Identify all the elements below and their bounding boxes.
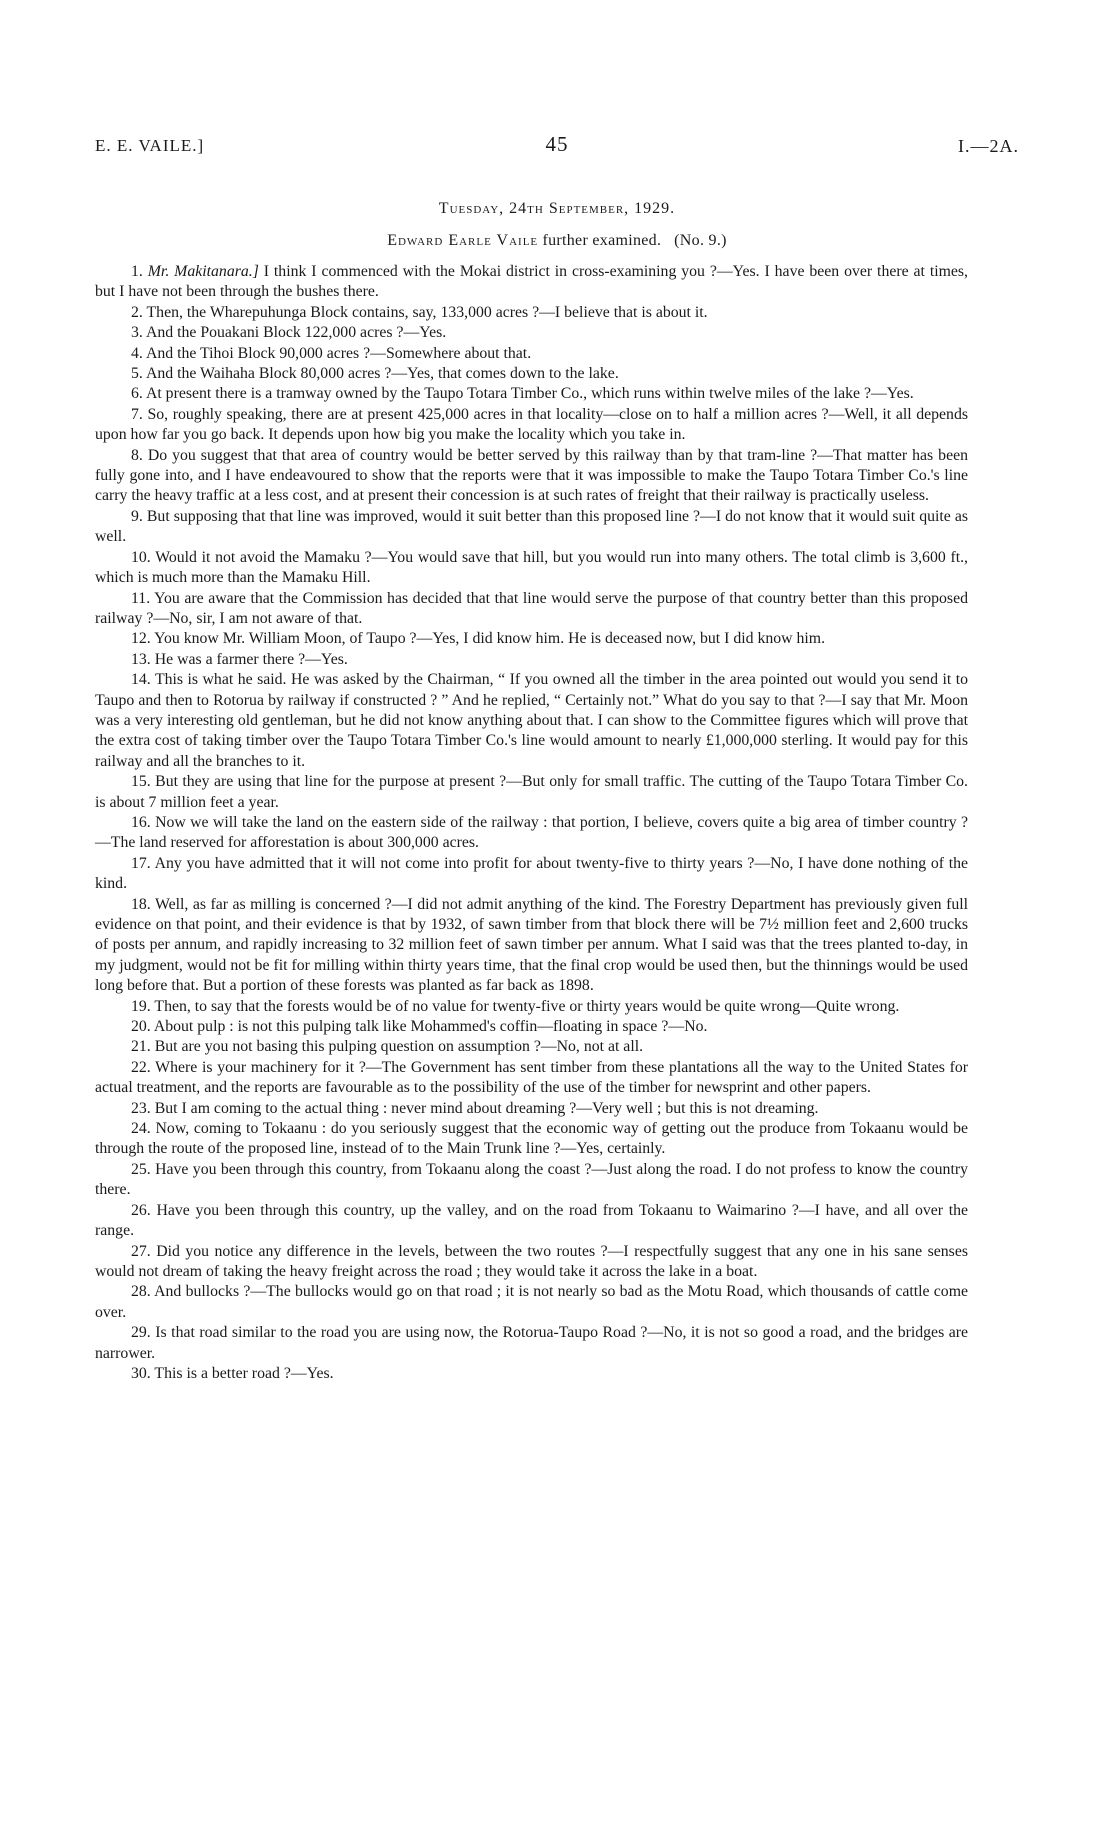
question-answer-text: Now we will take the land on the eastern side of the railway : that portion, I believe, covers quite a big area of timber country ?—The land reserved for afforestation is about 300,000 acres. bbox=[95, 813, 968, 852]
question-answer-paragraph bbox=[95, 1058, 968, 1099]
question-answer-text: You know Mr. William Moon, of Taupo ?—Yes, I did know him. He is deceased now, but I did know him. bbox=[154, 630, 826, 648]
question-answer-paragraph bbox=[95, 364, 968, 384]
question-number: 11. bbox=[131, 589, 151, 607]
question-number: 18. bbox=[131, 895, 151, 913]
question-answer-text: Then, to say that the forests would be of no value for twenty-five or thirty years would be quite wrong—Quite wrong. bbox=[154, 997, 900, 1015]
question-answer-paragraph bbox=[95, 772, 968, 813]
question-answer-paragraph bbox=[95, 1201, 968, 1242]
question-answer-paragraph bbox=[95, 650, 968, 670]
question-number: 10. bbox=[131, 548, 151, 566]
question-answer-paragraph bbox=[95, 1160, 968, 1201]
question-number: 7. bbox=[131, 405, 143, 423]
question-answer-text: I think I commenced with the Mokai district in cross-examining you ?—Yes. I have been over there at times, but I have not been through the bushes there. bbox=[95, 263, 969, 301]
question-answer-paragraph bbox=[95, 384, 968, 404]
question-answer-text: Any you have admitted that it will not come into profit for about twenty-five to thirty years ?—No, I have done nothing of the kind. bbox=[95, 854, 968, 893]
question-number: 2. bbox=[131, 303, 143, 321]
question-answer-paragraph bbox=[95, 1323, 968, 1364]
question-answer-text: But supposing that that line was improved, would it suit better than this proposed line ?—I do not know that it would suit quite as well. bbox=[95, 507, 968, 546]
question-answer-paragraph bbox=[95, 629, 968, 649]
question-answer-paragraph bbox=[95, 1242, 968, 1283]
question-number: 8. bbox=[131, 446, 143, 464]
question-answer-text: About pulp : is not this pulping talk like Mohammed's coffin—floating in space ?—No. bbox=[153, 1018, 708, 1036]
witness-heading bbox=[0, 232, 1114, 250]
witness-status: further examined. (No. 9.) bbox=[538, 232, 727, 249]
question-number: 13. bbox=[131, 650, 151, 668]
question-number: 17. bbox=[131, 854, 151, 872]
question-answer-text: And the Tihoi Block 90,000 acres ?—Somewhere about that. bbox=[145, 344, 532, 362]
question-answer-text: Have you been through this country, up the valley, and on the road from Tokaanu to Waimarino ?—I have, and all over the range. bbox=[95, 1201, 969, 1240]
running-header bbox=[95, 132, 1019, 160]
question-number: 4. bbox=[131, 344, 143, 362]
question-answer-text: But they are using that line for the purpose at present ?—But only for small traffic. The cutting of the Taupo Totara Timber Co. is about 7 million feet a year. bbox=[95, 773, 968, 811]
question-number: 3. bbox=[131, 324, 143, 342]
examiner-name: Mr. Makitanara.] bbox=[147, 263, 259, 280]
question-answer-text: And the Waihaha Block 80,000 acres ?—Yes, that comes down to the lake. bbox=[145, 365, 619, 383]
question-number: 12. bbox=[131, 630, 151, 648]
question-answer-paragraph bbox=[95, 1364, 968, 1384]
question-answer-text: Then, the Wharepuhunga Block contains, say, 133,000 acres ?—I believe that is about it. bbox=[146, 303, 708, 321]
question-answer-paragraph bbox=[95, 997, 968, 1017]
question-number: 19. bbox=[131, 997, 151, 1015]
question-answer-paragraph bbox=[95, 323, 968, 343]
question-answer-text: Well, as far as milling is concerned ?—I did not admit anything of the kind. The Forestry Department has previously given full evidence on that point, and their evidence is that by 1932, of sawn timber from that block there will be 7½ million feet and 2,600 trucks of posts per annum, and rapidly increasing to 32 million feet of sawn timber per annum. What I said was that the trees planted to-day, in my judgment, would not be fit for milling within thirty years time, that the final crop would be used then, but the thinnings would be used long before that. But a portion of these forests was planted as far back as 1898. bbox=[95, 895, 969, 995]
question-number: 22. bbox=[131, 1058, 151, 1076]
question-answer-paragraph bbox=[95, 670, 968, 772]
question-number: 25. bbox=[131, 1160, 151, 1178]
question-number: 29. bbox=[131, 1324, 151, 1342]
question-answer-paragraph bbox=[95, 344, 968, 364]
document-reference: I.—2A. bbox=[958, 136, 1019, 156]
header-witness-name: E. E. VAILE.] bbox=[95, 136, 205, 155]
question-answer-text: Would it not avoid the Mamaku ?—You would save that hill, but you would run into many others. The total climb is 3,600 ft., which is much more than the Mamaku Hill. bbox=[95, 548, 969, 587]
question-answer-paragraph bbox=[95, 589, 968, 630]
question-number: 15. bbox=[131, 773, 151, 791]
question-answer-text: Now, coming to Tokaanu : do you seriously suggest that the economic way of getting out the produce from Tokaanu would be through the route of the proposed line, instead of to the Main Trunk line ?—Yes, certainly. bbox=[95, 1120, 968, 1158]
question-number: 9. bbox=[131, 507, 143, 525]
question-answer-paragraph bbox=[95, 507, 968, 548]
page-number: 45 bbox=[545, 132, 569, 156]
question-number: 28. bbox=[131, 1283, 151, 1301]
question-answer-text: Have you been through this country, from Tokaanu along the coast ?—Just along the road. I do not profess to know the country there. bbox=[95, 1160, 968, 1199]
question-answer-paragraph bbox=[95, 1099, 968, 1119]
question-answer-text: And bullocks ?—The bullocks would go on that road ; it is not nearly so bad as the Motu Road, which thousands of cattle come over. bbox=[95, 1283, 968, 1321]
question-number: 23. bbox=[131, 1099, 151, 1117]
session-date: Tuesday, 24th September, 1929. bbox=[438, 200, 676, 217]
question-answer-text: And the Pouakani Block 122,000 acres ?—Yes. bbox=[145, 324, 447, 342]
question-answer-text: Do you suggest that that area of country would be better served by this railway than by that tram-line ?—That matter has been fully gone into, and I have endeavoured to show that the reports were that it was impossible to make the Taupo Totara Timber Co.'s line carry the heavy traffic at a less cost, and at present their concession is at such rates of freight that their railway is practically useless. bbox=[95, 446, 968, 505]
question-answer-paragraph bbox=[95, 1282, 968, 1323]
question-answer-text: Is that road similar to the road you are using now, the Rotorua-Taupo Road ?—No, it is not so good a road, and the bridges are narrower. bbox=[95, 1324, 968, 1362]
question-number: 5. bbox=[131, 365, 143, 383]
question-answer-paragraph bbox=[95, 303, 968, 323]
question-answer-paragraph bbox=[95, 405, 968, 446]
question-number: 16. bbox=[131, 813, 151, 831]
question-answer-text: Where is your machinery for it ?—The Government has sent timber from these plantations all the way to the United States for actual treatment, and the reports are favourable as to the possibility of the use of the timber for newsprint and other papers. bbox=[95, 1058, 968, 1097]
question-number: 27. bbox=[131, 1242, 151, 1260]
question-number: 6. bbox=[131, 385, 143, 403]
question-answer-paragraph bbox=[95, 446, 968, 507]
evidence-body bbox=[95, 262, 968, 1384]
question-number: 20. bbox=[131, 1018, 151, 1036]
question-number: 26. bbox=[131, 1201, 151, 1219]
question-answer-paragraph bbox=[95, 262, 968, 303]
question-answer-text: So, roughly speaking, there are at present 425,000 acres in that locality—close on to half a million acres ?—Well, it all depends upon how far you go back. It depends upon how big you make the locality which you take in. bbox=[95, 405, 968, 444]
question-answer-paragraph bbox=[95, 813, 968, 854]
question-answer-text: This is a better road ?—Yes. bbox=[154, 1364, 334, 1382]
question-number: 14. bbox=[131, 671, 151, 689]
question-answer-paragraph bbox=[95, 1119, 968, 1160]
question-number: 30. bbox=[131, 1364, 151, 1382]
question-answer-text: You are aware that the Commission has decided that that line would serve the purpose of that country better than this proposed railway ?—No, sir, I am not aware of that. bbox=[95, 589, 968, 627]
question-answer-text: At present there is a tramway owned by the Taupo Totara Timber Co., which runs within twelve miles of the lake ?—Yes. bbox=[145, 385, 914, 403]
question-number: 24. bbox=[131, 1120, 151, 1138]
question-answer-paragraph bbox=[95, 854, 968, 895]
question-answer-text: He was a farmer there ?—Yes. bbox=[154, 650, 348, 668]
question-answer-text: But are you not basing this pulping question on assumption ?—No, not at all. bbox=[154, 1038, 644, 1056]
question-answer-text: This is what he said. He was asked by the Chairman, “ If you owned all the timber in the area pointed out would you send it to Taupo and then to Rotorua by railway if constructed ? ” And he replied, “ Certainly not.” What do you say to that ?—I say that Mr. Moon was a very interesting old gentleman, but he did not know anything about that. I can show to the Committee figures which will prove that the extra cost of taking timber over the Taupo Totara Timber Co.'s line would amount to nearly £1,000,000 sterling. It would pay for this railway and all the branches to it. bbox=[95, 671, 968, 770]
question-answer-paragraph bbox=[95, 548, 968, 589]
question-answer-paragraph bbox=[95, 1017, 968, 1037]
question-answer-paragraph bbox=[95, 1037, 968, 1057]
question-answer-text: Did you notice any difference in the levels, between the two routes ?—I respectfully suggest that any one in his sane senses would not dream of taking the heavy freight across the road ; they would take it across the lake in a boat. bbox=[95, 1242, 968, 1280]
question-number: 1. bbox=[131, 263, 143, 280]
question-number: 21. bbox=[131, 1038, 151, 1056]
question-answer-text: But I am coming to the actual thing : never mind about dreaming ?—Very well ; but this is not dreaming. bbox=[154, 1099, 819, 1117]
question-answer-paragraph bbox=[95, 895, 968, 997]
witness-name: Edward Earle Vaile bbox=[387, 232, 539, 249]
